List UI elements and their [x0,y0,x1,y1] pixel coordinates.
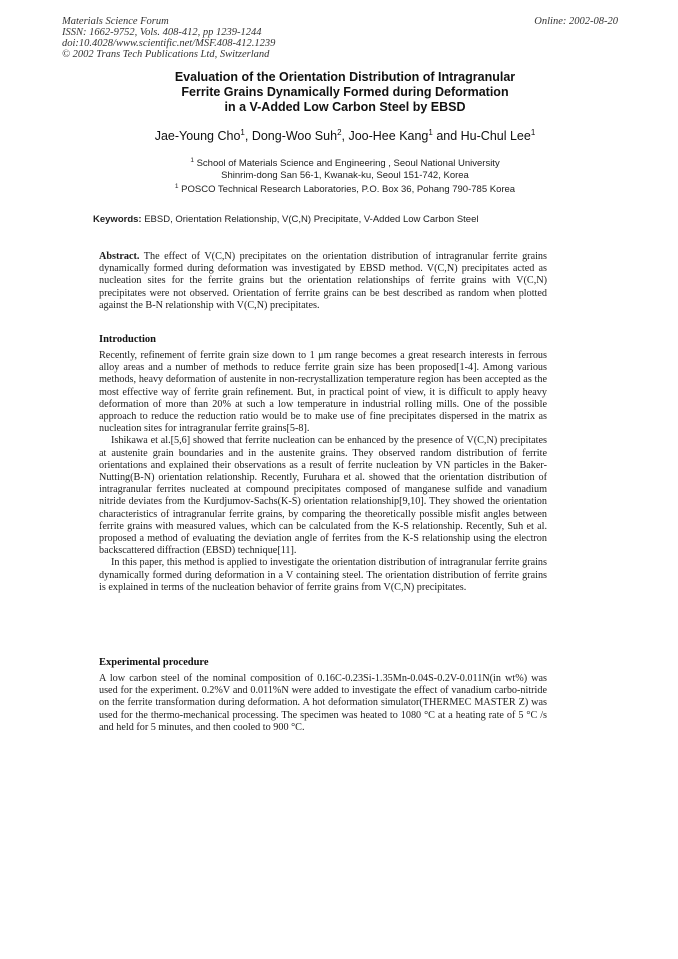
author-separator: , [244,129,252,144]
author-name: Dong-Woo Suh [251,129,338,144]
affiliation-mark: 1 [190,157,194,164]
affiliation-line: Shinrim-dong San 56-1, Kwanak-ku, Seoul 151-742, Korea [221,170,469,182]
issn-line: ISSN: 1662-9752, Vols. 408-412, pp 1239-1244 [62,27,262,38]
keywords-label: Keywords: [93,214,142,225]
paragraph: In this paper, this method is applied to investigate the orientation distribution of intragranular ferrite grains dynamically formed during deformation in a V containing steel. The orientation distribution of ferrite grains is explained in terms of the nucleation behavior of ferrite grains from V(C,N) precipitates. [99,557,547,593]
author-affil-mark: 2 [337,128,342,137]
author-separator: , [341,129,349,144]
author-affil-mark: 1 [428,128,433,137]
paper-title [100,70,590,115]
affiliation-mark: 1 [174,183,179,190]
introduction-body [99,350,547,594]
affiliation-line: POSCO Technical Research Laboratories, P.O. Box 36, Pohang 790-785 Korea [181,184,516,196]
abstract-label: Abstract. [99,251,140,262]
online-date: Online: 2002-08-20 [534,16,618,27]
author-affil-mark: 1 [240,128,245,137]
title-line: Ferrite Grains Dynamically Formed during Deformation [181,85,509,99]
doi-line[interactable]: doi:10.4028/www.scientific.net/MSF.408-412.1239 [62,38,276,49]
section-heading-experimental: Experimental procedure [99,657,209,668]
affiliation [90,155,600,182]
title-line: in a V-Added Low Carbon Steel by EBSD [224,100,466,114]
keywords [93,214,613,225]
affiliation [90,181,600,196]
abstract-text: The effect of V(C,N) precipitates on the orientation distribution of intragranular ferrite grains dynamically formed during deformation was investigated by EBSD method. V(C,N) precipitates acted as nucleation sites for the ferrite grains but the orientation relationships of ferrite grains with V(C,N) precipitates were not observed. Orientation of ferrite grains can be best described as random when plotted against the B-N relationship with V(C,N) precipitates. [99,251,547,311]
experimental-body [99,673,547,734]
section-heading-introduction: Introduction [99,334,156,345]
paragraph: Ishikawa et al.[5,6] showed that ferrite nucleation can be enhanced by the presence of V(C,N) precipitates at austenite grain boundaries and in the austenite grains. They observed random distribution of ferrite orientations and explained their observations as a result of ferrite nucleation by VN particles in the Baker-Nutting(B-N) orientation relationship. Recently, Furuhara et al. showed that the orientation distribution of intragranular ferrites nucleated at compound precipitates composed of manganese sulfide and vanadium nitride deviates from the Kurdjumov-Sachs(K-S) orientation relationship[9,10]. They showed the orientation characteristics of intragranular ferrite grains, by comparing the theoretically possible misfit angles between ferrite grains with measured values, which can be calculated from the K-S relationship. Recently, Suh et al. proposed a method of evaluating the deviation angle of ferrites from the K-S relationship using the electron backscattered diffraction (EBSD) technique[11]. [99,435,547,557]
author-name: Jae-Young Cho [154,129,241,144]
author-name: Joo-Hee Kang [348,129,429,144]
affiliation-line: School of Materials Science and Engineering , Seoul National University [196,158,500,170]
title-line: Evaluation of the Orientation Distribution of Intragranular [174,70,516,84]
author-list [90,128,600,143]
journal-name: Materials Science Forum [62,16,169,27]
paragraph: Recently, refinement of ferrite grain size down to 1 μm range becomes a great research interests in ferrous alloy areas and a number of methods to reduce ferrite grain size has been proposed[1-4]. Among various methods, heavy deformation of austenite in non-recrystallization temperature region has been accepted as the most effective way of ferrite grain refinement. But, in practical point of view, it is difficult to apply heavy deformation of more than 20% at such a low temperature in industrial rolling mills. One of the possible approach to reduce the reduction ratio would be to make use of fine precipitates dispersed in the matrix as nucleation sites for intragranular ferrite grains[5-8]. [99,350,547,435]
copyright-line: © 2002 Trans Tech Publications Ltd, Switzerland [62,49,270,60]
author-affil-mark: 1 [530,128,536,137]
author-separator: and [432,129,461,144]
keywords-text: EBSD, Orientation Relationship, V(C,N) Precipitate, V-Added Low Carbon Steel [144,214,479,225]
author-name: Hu-Chul Lee [460,129,531,144]
abstract [99,251,547,312]
journal-header [62,16,422,60]
paragraph: A low carbon steel of the nominal composition of 0.16C-0.23Si-1.35Mn-0.04S-0.2V-0.011N(in wt%) was used for the experiment. 0.2%V and 0.011%N were added to investigate the effect of vanadium carbo-nitride on the ferrite transformation during deformation. A hot deformation simulator(THERMEC MASTER Z) was used for the thermo-mechanical processing. The specimen was heated to 1080 °C at a heating rate of 5 °C /s and held for 5 minutes, and then cooled to 900 °C. [99,673,547,733]
